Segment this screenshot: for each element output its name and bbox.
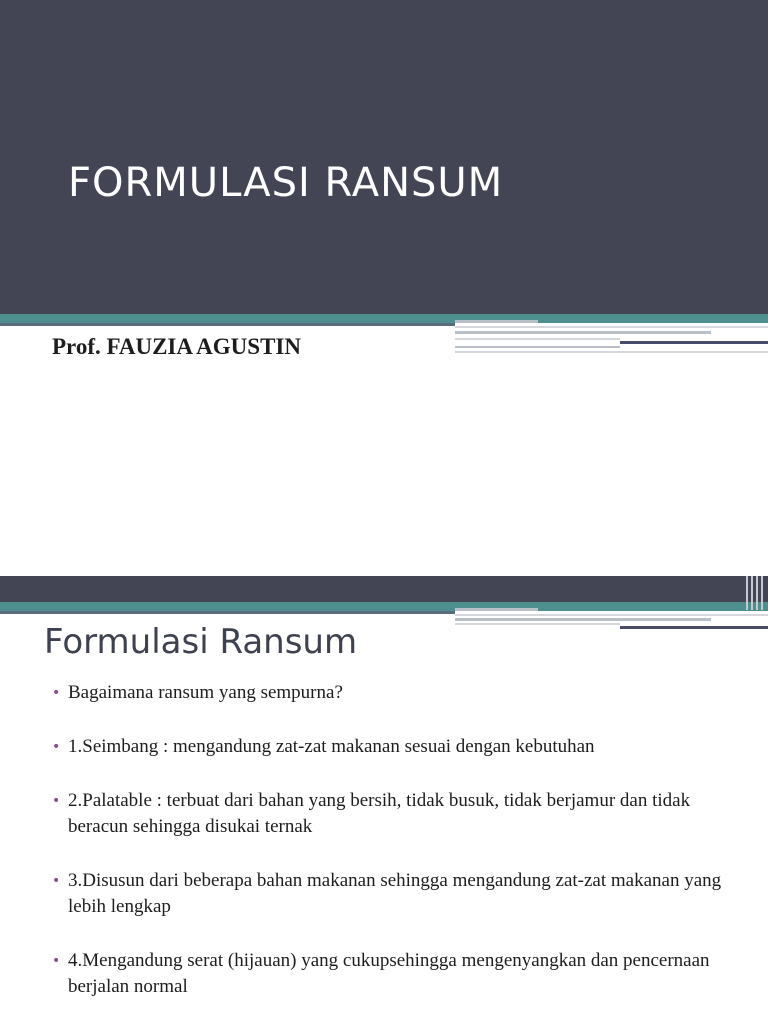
slide-separator [0, 560, 768, 576]
presenter-name: Prof. FAUZIA AGUSTIN [52, 334, 301, 359]
list-item: • 3.Disusun dari beberapa bahan makanan sehingga mengandung zat-zat makanan yang lebih lengkap [52, 870, 722, 917]
bullet-icon: • [52, 953, 61, 969]
header-band [0, 576, 768, 602]
header-band [0, 0, 768, 314]
list-item: • 4.Mengandung serat (hijauan) yang cukupsehingga mengenyangkan dan pencernaan berjalan normal [52, 950, 710, 997]
bullet-icon: • [52, 793, 61, 809]
list-item: • Bagaimana ransum yang sempurna? [52, 680, 742, 706]
bullet-icon: • [52, 685, 61, 701]
presentation-title: FORMULASI RANSUM [68, 160, 504, 206]
bullet-icon: • [52, 739, 61, 755]
content-slide [0, 576, 768, 1024]
list-item: • 2.Palatable : terbuat dari bahan yang bersih, tidak busuk, tidak berjamur dan tidak beracun sehingga disukai ternak [52, 790, 691, 837]
slide-title: Formulasi Ransum [44, 622, 358, 662]
bullet-list [52, 680, 742, 1000]
list-item: • 1.Seimbang : mengandung zat-zat makanan sesuai dengan kebutuhan [52, 734, 742, 760]
bullet-icon: • [52, 873, 61, 889]
